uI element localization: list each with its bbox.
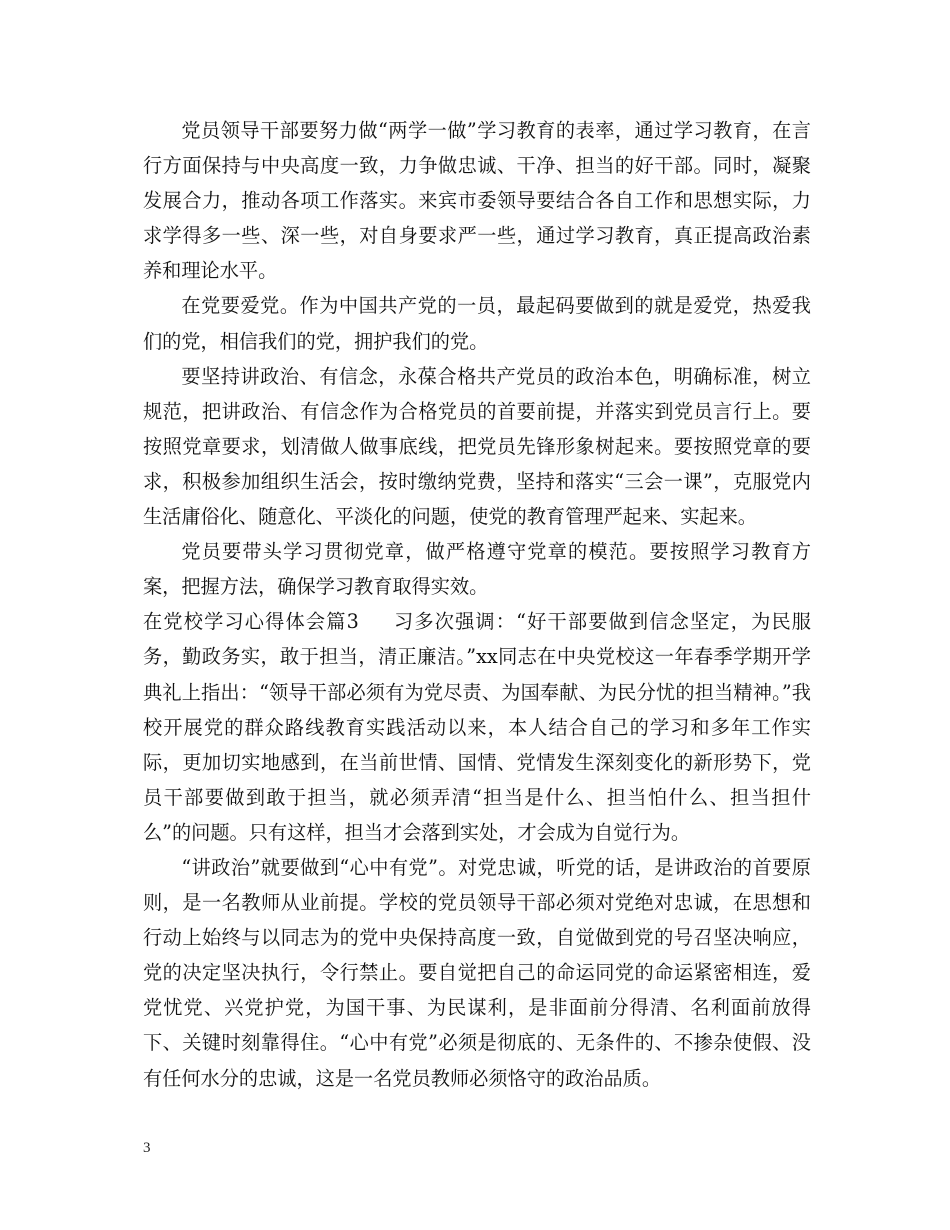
paragraph: “讲政治”就要做到“心中有党”。对党忠诚，听党的话，是讲政治的首要原则，是一名教师从业前提。学校的党员领导干部必须对党绝对忠诚，在思想和行动上始终与以同志为的党中央保持高度一致，自觉做到党的号召坚决响应，党的决定坚决执行，令行禁止。要自觉把自己的命运同党的命运紧密相连，爱党忧党、兴党护党，为国干事、为民谋利，是非面前分得清、名利面前放得下、关键时刻靠得住。“心中有党”必须是彻底的、无条件的、不掺杂使假、没有任何水分的忠诚，这是一名党员教师必须恪守的政治品质。 bbox=[143, 855, 811, 1090]
document-body bbox=[143, 113, 811, 1096]
section-body: 习多次强调：“好干部要做到信念坚定，为民服务，勤政务实，敢于担当，清正廉洁。”xx同志在中央党校这一年春季学期开学典礼上指出：“领导干部必须有为党尽责、为国奉献、为民分忧的担当精神。”我校开展党的群众路线教育实践活动以来，本人结合自己的学习和多年工作实际，更加切实地感到，在当前世情、国情、党情发生深刻变化的新形势下，党员干部要做到敢于担当，就必须弄清“担当是什么、担当怕什么、担当担什么”的问题。只有这样，担当才会落到实处，才会成为自觉行为。 bbox=[143, 610, 811, 844]
page-number: 3 bbox=[143, 1140, 151, 1156]
paragraph: 要坚持讲政治、有信念，永葆合格共产党员的政治本色，明确标准，树立规范，把讲政治、有信念作为合格党员的首要前提，并落实到党员言行上。要按照党章要求，划清做人做事底线，把党员先锋形象树起来。要按照党章的要求，积极参加组织生活会，按时缴纳党费，坚持和落实“三会一课”，克服党内生活庸俗化、随意化、平淡化的问题，使党的教育管理严起来、实起来。 bbox=[143, 364, 811, 529]
paragraph: 在党要爱党。作为中国共产党的一员，最起码要做到的就是爱党，热爱我们的党，相信我们的党，拥护我们的党。 bbox=[143, 294, 811, 353]
section-heading: 在党校学习心得体会篇3 bbox=[143, 610, 359, 634]
section-paragraph bbox=[143, 604, 811, 850]
paragraph: 党员要带头学习贯彻党章，做严格遵守党章的模范。要按照学习教育方案，把握方法，确保学习教育取得实效。 bbox=[143, 540, 811, 599]
paragraph: 党员领导干部要努力做“两学一做”学习教育的表率，通过学习教育，在言行方面保持与中央高度一致，力争做忠诚、干净、担当的好干部。同时，凝聚发展合力，推动各项工作落实。来宾市委领导要结合各自工作和思想实际，力求学得多一些、深一些，对自身要求严一些，通过学习教育，真正提高政治素养和理论水平。 bbox=[143, 119, 811, 283]
